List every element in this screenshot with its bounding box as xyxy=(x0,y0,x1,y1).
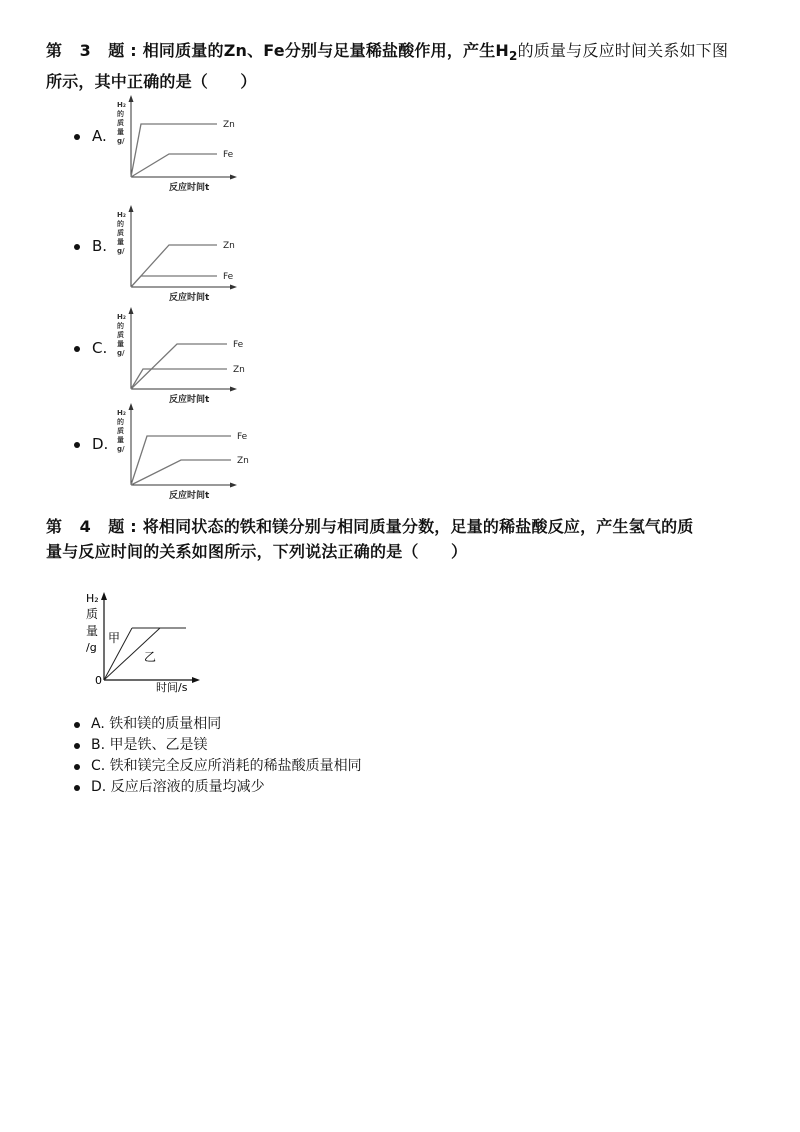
option-text: D. 反应后溶液的质量均减少 xyxy=(91,779,265,795)
x-axis-arrow-icon xyxy=(230,387,237,392)
y-label-char: g/ xyxy=(117,247,125,255)
option-b-graph xyxy=(115,203,305,303)
y-label-line: 质 xyxy=(86,607,99,621)
y-label-char: 质 xyxy=(117,427,124,435)
x-axis-label: 反应时间t xyxy=(169,183,210,193)
question-4 xyxy=(46,514,758,564)
bullet-icon xyxy=(74,722,80,728)
y-label-line: 量 xyxy=(86,624,99,638)
y-label-char: 量 xyxy=(117,340,124,348)
series-bottom-line xyxy=(131,154,217,177)
x-axis-label: 反应时间t xyxy=(169,491,210,501)
y-axis-arrow-icon xyxy=(129,403,134,410)
option-text: C. 铁和镁完全反应所消耗的稀盐酸质量相同 xyxy=(91,758,362,774)
question-3 xyxy=(46,38,758,94)
y-label-char: 质 xyxy=(117,119,124,127)
series-bottom-label: Fe xyxy=(223,272,234,282)
option-label: B. xyxy=(92,237,108,255)
question-3-stem-part2: 的质量与反应时间关系如下图 xyxy=(517,41,729,60)
option-d-graph xyxy=(115,401,305,501)
y-axis-arrow-icon xyxy=(101,592,107,600)
bullet-icon xyxy=(74,244,80,250)
y-label-char: g/ xyxy=(117,137,125,145)
y-axis-arrow-icon xyxy=(129,307,134,314)
y-label-char: H₂ xyxy=(117,211,126,219)
option-a-graph xyxy=(115,93,305,193)
y-label-char: 量 xyxy=(117,128,124,136)
bullet-icon xyxy=(74,785,80,791)
question-4-number: 第 4 题: xyxy=(46,517,143,536)
bullet-icon xyxy=(74,346,80,352)
question-3-stem-subscript: 2 xyxy=(509,49,518,64)
series-top-label: Zn xyxy=(223,241,235,251)
x-axis-arrow-icon xyxy=(230,175,237,180)
series-top-label: Fe xyxy=(233,340,244,350)
series-top-line xyxy=(131,245,217,287)
bullet-icon xyxy=(74,442,80,448)
question-4-stem-line1: 将相同状态的铁和镁分别与相同质量分数，足量的稀盐酸反应，产生氢气的质 xyxy=(142,517,694,536)
y-label-char: 的 xyxy=(117,418,124,426)
series-top-line xyxy=(131,344,227,389)
question-3-stem-part1: 相同质量的Zn、Fe分别与足量稀盐酸作用，产生H xyxy=(142,41,510,60)
y-label-char: 质 xyxy=(117,331,124,339)
y-label-char: H₂ xyxy=(117,409,126,417)
option-text: B. 甲是铁、乙是镁 xyxy=(91,737,208,753)
x-axis-label: 反应时间t xyxy=(169,395,210,405)
option-label: C. xyxy=(92,339,108,357)
y-label-char: H₂ xyxy=(117,313,126,321)
y-axis-arrow-icon xyxy=(129,205,134,212)
option-text: A. 铁和镁的质量相同 xyxy=(91,716,222,732)
series-bottom-line xyxy=(131,276,217,287)
question-4-graph xyxy=(82,584,222,696)
y-label-char: H₂ xyxy=(117,101,126,109)
question-3-number: 第 3 题: xyxy=(46,41,143,60)
y-label-char: 的 xyxy=(117,322,124,330)
x-axis-arrow-icon xyxy=(230,285,237,290)
y-axis-arrow-icon xyxy=(129,95,134,102)
y-label-line: H₂ xyxy=(86,592,99,605)
y-label-char: g/ xyxy=(117,445,125,453)
option-label: A. xyxy=(92,127,107,145)
bullet-icon xyxy=(74,743,80,749)
series-yi-label: 乙 xyxy=(144,650,157,664)
series-bottom-line xyxy=(131,460,231,485)
question-4-stem xyxy=(46,514,758,539)
series-bottom-line xyxy=(131,369,227,389)
x-axis-label: 时间/s xyxy=(156,681,188,694)
bullet-icon xyxy=(74,134,80,140)
y-label-char: 的 xyxy=(117,220,124,228)
question-3-stem xyxy=(46,38,758,69)
y-label-char: 的 xyxy=(117,110,124,118)
y-label-char: 质 xyxy=(117,229,124,237)
y-label-char: 量 xyxy=(117,238,124,246)
y-label-line: /g xyxy=(86,641,97,654)
series-jia-label: 甲 xyxy=(108,631,121,645)
series-bottom-label: Zn xyxy=(237,456,249,466)
series-bottom-label: Zn xyxy=(233,365,245,375)
question-3-stem-line2: 所示，其中正确的是（ ） xyxy=(46,72,257,92)
origin-label: 0 xyxy=(95,674,102,687)
option-c-graph xyxy=(115,305,305,405)
option-label: D. xyxy=(92,435,109,453)
series-top-label: Zn xyxy=(223,120,235,130)
bullet-icon xyxy=(74,764,80,770)
x-axis-label: 反应时间t xyxy=(169,293,210,303)
question-4-stem-line2: 量与反应时间的关系如图所示，下列说法正确的是（ ） xyxy=(46,542,468,561)
y-label-char: 量 xyxy=(117,436,124,444)
series-top-label: Fe xyxy=(237,432,248,442)
series-bottom-label: Fe xyxy=(223,150,234,160)
x-axis-arrow-icon xyxy=(230,483,237,488)
y-label-char: g/ xyxy=(117,349,125,357)
x-axis-arrow-icon xyxy=(192,677,200,683)
